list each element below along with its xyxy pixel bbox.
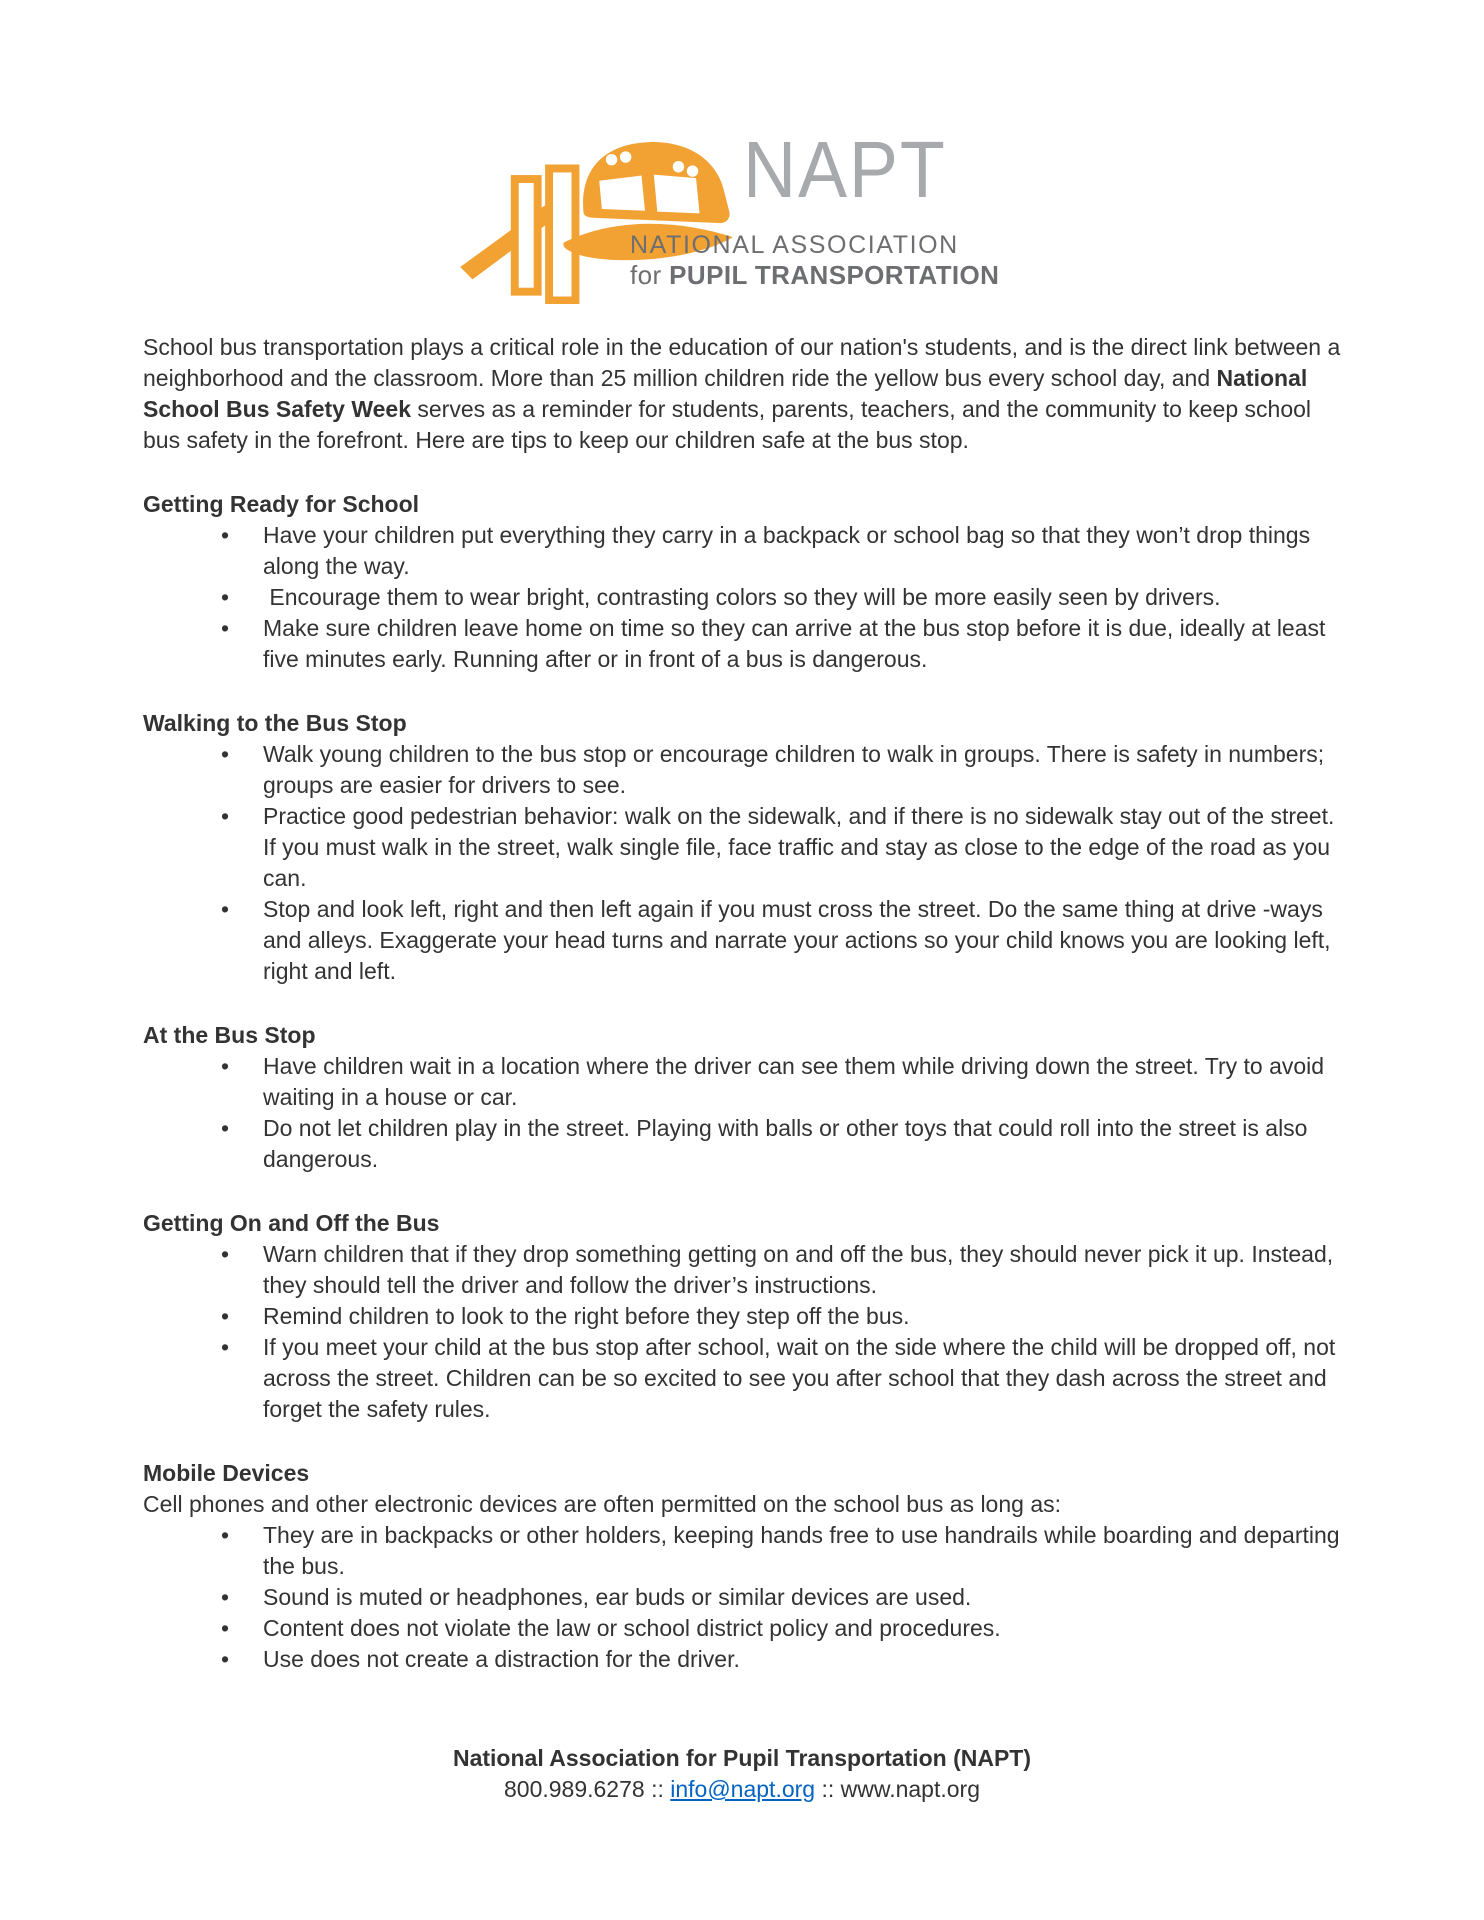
bullet-list [143,520,1341,675]
intro-text-2: serves as a reminder for students, parents, teachers, and the community to keep school bus safety in the forefront. Here are tips to keep our children safe at the bus stop. [143,396,1312,453]
intro-text-1: School bus transportation plays a critical role in the education of our nation's students, and is the direct link between a neighborhood and the classroom. More than 25 million children ride the yellow bus every school day, and [143,334,1341,391]
napt-logo [460,125,1000,316]
footer-website: www.napt.org [840,1776,980,1802]
footer-separator: :: [644,1776,671,1802]
logo-tagline-main: PUPIL TRANSPORTATION [669,260,1000,290]
section-at-bus-stop [143,1020,1341,1175]
bullet-list [143,1239,1341,1425]
logo-tagline-for: for [630,260,662,290]
intro-bold-phrase: National School Bus Safety Week [143,365,1308,422]
section-heading: At the Bus Stop [143,1022,316,1048]
section-heading: Mobile Devices [143,1460,310,1486]
logo-tagline-line2 [630,260,999,291]
bullet-item: • Do not let children play in the street. Playing with balls or other toys that could roll into the street is also dangerous. [143,1113,1341,1175]
bullet-item: • Make sure children leave home on time so they can arrive at the bus stop before it is due, ideally at least five minutes early. Running after or in front of a bus is dangerous. [143,613,1341,675]
bullet-item: • Stop and look left, right and then left again if you must cross the street. Do the same thing at drive -ways and alleys. Exaggerate your head turns and narrate your actions so your child knows you are looking left, right and left. [143,894,1341,987]
footer-separator: :: [815,1776,841,1802]
bullet-item: • Have your children put everything they carry in a backpack or school bag so that they won’t drop things along the way. [143,520,1341,582]
bullet-item: • Warn children that if they drop something getting on and off the bus, they should never pick it up. Instead, they should tell the driver and follow the driver’s instructions. [143,1239,1341,1301]
logo-tagline-line1: NATIONAL ASSOCIATION [630,231,959,259]
bullet-item: • Walk young children to the bus stop or encourage children to walk in groups. There is safety in numbers; groups are easier for drivers to see. [143,739,1341,801]
section-heading: Getting On and Off the Bus [143,1210,440,1236]
footer-org-name: National Association for Pupil Transportation (NAPT) [452,1745,1031,1771]
footer-phone: 800.989.6278 [503,1776,645,1802]
bullet-item: • Sound is muted or headphones, ear buds or similar devices are used. [143,1582,1341,1613]
bullet-item: • Practice good pedestrian behavior: walk on the sidewalk, and if there is no sidewalk stay out of the street. If you must walk in the street, walk single file, face traffic and stay as close to the edge of the road as you can. [143,801,1341,894]
section-mobile-devices [143,1458,1341,1675]
bullet-list [143,1520,1341,1675]
bullet-item: • Remind children to look to the right before they step off the bus. [143,1301,1341,1332]
document-body [143,332,1341,1805]
section-getting-ready [143,489,1341,675]
bullet-item: • Encourage them to wear bright, contrasting colors so they will be more easily seen by drivers. [143,582,1341,613]
intro-paragraph [143,332,1341,456]
section-heading: Getting Ready for School [143,491,420,517]
section-walking [143,708,1341,987]
bullet-item: • Content does not violate the law or school district policy and procedures. [143,1613,1341,1644]
bullet-item: • Use does not create a distraction for the driver. [143,1644,1341,1675]
footer-contact-line [143,1774,1341,1805]
bullet-item: • If you meet your child at the bus stop after school, wait on the side where the child will be dropped off, not across the street. Children can be so excited to see you after school that they dash across the street and forget the safety rules. [143,1332,1341,1425]
bullet-item: • Have children wait in a location where the driver can see them while driving down the street. Try to avoid waiting in a house or car. [143,1051,1341,1113]
section-on-off-bus [143,1208,1341,1425]
footer-email-link[interactable]: info@napt.org [670,1776,816,1802]
bullet-list [143,1051,1341,1175]
logo-tagline [630,230,999,291]
bullet-list [143,739,1341,987]
document-footer [143,1743,1341,1805]
logo-acronym: NAPT [743,125,947,214]
bullet-item: • They are in backpacks or other holders, keeping hands free to use handrails while boarding and departing the bus. [143,1520,1341,1582]
section-intro: Cell phones and other electronic devices are often permitted on the school bus as long as: [143,1491,1062,1517]
section-heading: Walking to the Bus Stop [143,710,407,736]
